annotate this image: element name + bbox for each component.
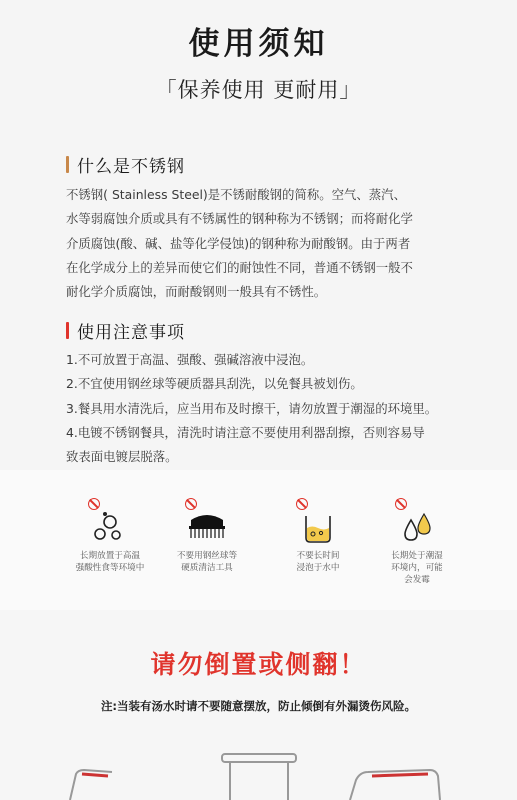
section-what-heading xyxy=(66,152,185,177)
paragraph-line: 不锈钢( Stainless Steel)是不锈耐酸钢的简称。空气、蒸汽、 xyxy=(66,187,406,202)
warning-icons-panel xyxy=(0,470,517,610)
paragraph-line: 在化学成分上的差异而使它们的耐蚀性不同，普通不锈钢一般不 xyxy=(66,259,413,275)
warning-item-soak xyxy=(263,498,373,574)
section-what-title: 什么是不锈钢 xyxy=(77,157,185,177)
container-illustration xyxy=(0,740,517,800)
warning-item-brush xyxy=(152,498,262,574)
paragraph-line: 介质腐蚀(酸、碱、盐等化学侵蚀)的钢种称为耐酸钢。由于两者 xyxy=(66,235,411,251)
paragraph-line: 耐化学介质腐蚀，而耐酸钢则一般具有不锈性。 xyxy=(66,284,327,300)
tilted-container-left-icon xyxy=(70,770,112,800)
list-item: 3.餐具用水清洗后，应当用布及时擦干，请勿放置于潮湿的环境里。 xyxy=(66,400,438,416)
prohibited-icon xyxy=(395,498,407,510)
section-accent-bar xyxy=(66,156,69,173)
usage-notes-list xyxy=(66,348,486,469)
prohibited-icon xyxy=(296,498,308,510)
section-accent-bar xyxy=(66,322,69,339)
warning-item-chemicals xyxy=(55,498,165,574)
tilted-container-right-icon xyxy=(350,770,440,800)
steel-brush-icon xyxy=(177,498,237,548)
list-item: 4.电镀不锈钢餐具，清洗时请注意不要使用利器刮擦，否则容易导 xyxy=(66,424,425,440)
section-what-text xyxy=(66,183,456,304)
prohibited-icon xyxy=(88,498,100,510)
warning-caption: 不要用钢丝球等 硬质清洁工具 xyxy=(176,551,238,573)
warning-caption: 不要长时间 浸泡于水中 xyxy=(296,551,340,573)
upright-container-icon xyxy=(222,754,296,800)
chemical-bubbles-icon xyxy=(80,498,140,548)
warning-title: 请勿倒置或侧翻！ xyxy=(150,650,367,679)
warning-caption: 长期放置于高温 强酸性食等环境中 xyxy=(75,551,145,573)
list-item: 致表面电镀层脱落。 xyxy=(66,449,178,465)
humidity-drops-icon xyxy=(387,498,447,548)
warning-note: 注:当装有汤水时请不要随意摆放，防止倾倒有外漏烫伤风险。 xyxy=(100,699,417,713)
paragraph-line: 水等弱腐蚀介质或具有不锈属性的钢种称为不锈钢；而将耐化学 xyxy=(66,211,413,227)
page-subtitle: 「保养使用 更耐用」 xyxy=(155,78,362,102)
water-soak-icon xyxy=(288,498,348,548)
list-item: 2.不宜使用钢丝球等硬质器具刮洗，以免餐具被划伤。 xyxy=(66,376,363,392)
warning-caption: 长期处于潮湿 环境内，可能 会发霉 xyxy=(391,551,443,585)
warning-item-humidity xyxy=(362,498,472,586)
page-title: 使用须知 xyxy=(188,26,329,62)
prohibited-icon xyxy=(185,498,197,510)
section-notes-title: 使用注意事项 xyxy=(77,323,185,343)
list-item: 1.不可放置于高温、强酸、强碱溶液中浸泡。 xyxy=(66,352,314,367)
section-notes-heading xyxy=(66,318,185,343)
